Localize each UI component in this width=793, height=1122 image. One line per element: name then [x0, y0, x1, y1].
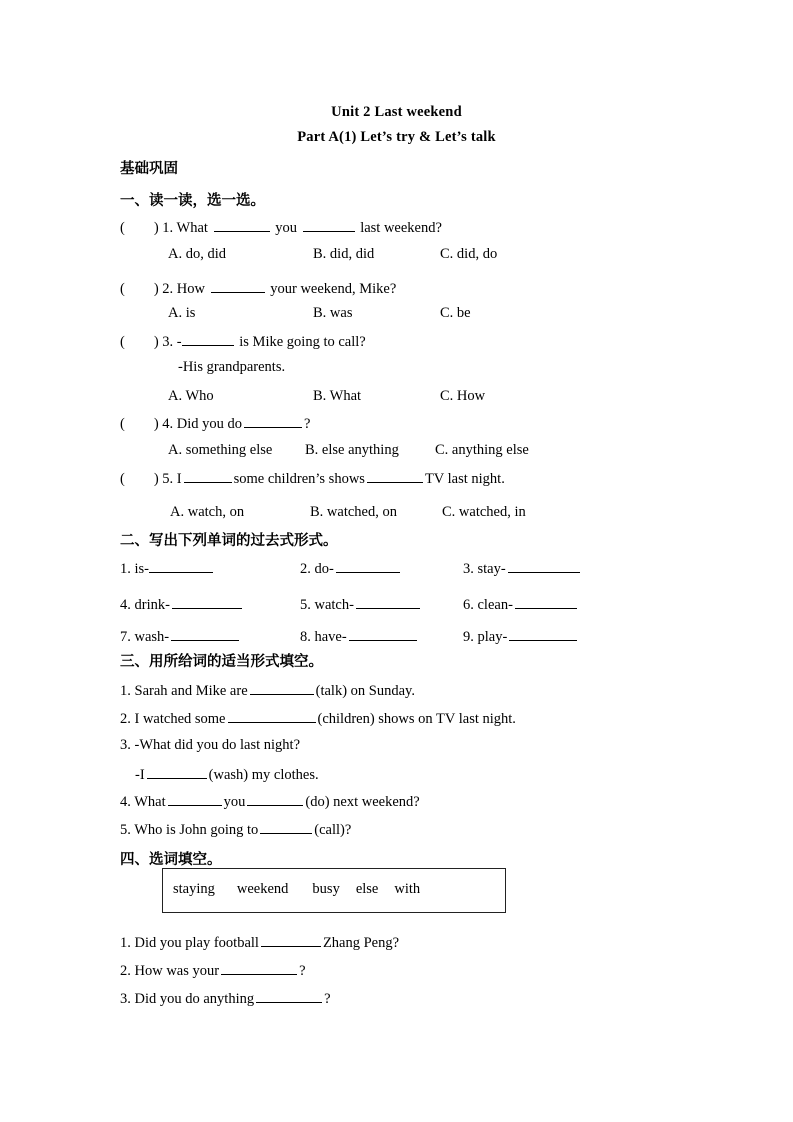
question-4-text-a: Did you do — [176, 416, 243, 432]
question-3-number: 3. — [162, 334, 174, 350]
verb-item-9 — [463, 628, 579, 646]
bank-item-2 — [120, 962, 306, 980]
blank-q1-2[interactable] — [303, 219, 355, 232]
word-bank-box — [162, 868, 506, 913]
blank-verb-9[interactable] — [509, 628, 577, 641]
question-4-number: 4. — [162, 416, 174, 432]
option-5-c[interactable]: C. watched, in — [442, 504, 526, 520]
word-bank-words — [173, 881, 420, 898]
blank-q4-1[interactable] — [244, 415, 302, 428]
blank-verb-3[interactable] — [508, 560, 580, 573]
bank-item-2-before: 2. How was your — [120, 963, 220, 979]
option-2-b[interactable]: B. was — [313, 305, 353, 321]
blank-fill-4b[interactable] — [247, 793, 303, 806]
question-2-number: 2. — [162, 281, 174, 297]
verb-label-3: 3. stay- — [463, 561, 506, 577]
bank-item-2-after: ? — [299, 963, 306, 979]
question-1-text-c: last weekend? — [360, 220, 442, 236]
fill-item-3-answer-after: (wash) my clothes. — [208, 767, 319, 783]
question-3-stem — [120, 333, 366, 351]
question-4-stem — [120, 415, 310, 433]
verb-item-7 — [120, 628, 241, 646]
word-bank-item-3[interactable]: busy — [312, 881, 340, 897]
fill-item-3-answer — [135, 766, 319, 784]
fill-item-1-before: 1. Sarah and Mike are — [120, 683, 248, 699]
verb-item-2 — [300, 560, 402, 578]
question-3-answer-line: -His grandparents. — [178, 359, 286, 375]
bank-item-1-before: 1. Did you play football — [120, 935, 259, 951]
question-5-number: 5. — [162, 471, 174, 487]
question-5-text-b: some children’s shows — [233, 471, 365, 487]
page-subtitle: Part A(1) Let’s try & Let’s talk — [297, 129, 496, 145]
option-2-a[interactable]: A. is — [168, 305, 196, 321]
option-5-a[interactable]: A. watch, on — [170, 504, 245, 520]
bank-item-1-after: Zhang Peng? — [322, 935, 400, 951]
blank-fill-5[interactable] — [260, 821, 312, 834]
blank-q2-1[interactable] — [211, 280, 265, 293]
word-bank-item-4[interactable]: else — [355, 881, 379, 897]
blank-verb-8[interactable] — [349, 628, 417, 641]
fill-item-4-before: 4. What — [120, 794, 166, 810]
verb-item-8 — [300, 628, 419, 646]
fill-item-2 — [120, 710, 516, 728]
verb-label-4: 4. drink- — [120, 597, 170, 613]
option-2-c[interactable]: C. be — [440, 305, 471, 321]
blank-verb-2[interactable] — [336, 560, 400, 573]
bank-item-3-before: 3. Did you do anything — [120, 991, 255, 1007]
option-3-a[interactable]: A. Who — [168, 388, 214, 404]
blank-verb-5[interactable] — [356, 596, 420, 609]
question-5-text-c: TV last night. — [424, 471, 505, 487]
blank-fill-4a[interactable] — [168, 793, 222, 806]
page-title: Unit 2 Last weekend — [331, 104, 462, 120]
verb-item-6 — [463, 596, 579, 614]
word-bank-item-2[interactable]: weekend — [236, 881, 289, 897]
question-2-text-a: How — [176, 281, 205, 297]
verb-item-4 — [120, 596, 244, 614]
question-2-stem — [120, 280, 396, 298]
option-5-b[interactable]: B. watched, on — [310, 504, 397, 520]
option-3-b[interactable]: B. What — [313, 388, 362, 404]
bank-item-3-after: ? — [324, 991, 331, 1007]
blank-q5-1[interactable] — [184, 470, 232, 483]
fill-item-5-before: 5. Who is John going to — [120, 822, 259, 838]
fill-item-4 — [120, 793, 420, 811]
word-bank-item-5[interactable]: with — [394, 881, 421, 897]
section-three-heading: 三、用所给词的适当形式填空。 — [120, 654, 323, 670]
question-2-text-b: your weekend, Mike? — [270, 281, 397, 297]
question-5-stem — [120, 470, 505, 488]
blank-verb-1[interactable] — [149, 560, 213, 573]
verb-label-6: 6. clean- — [463, 597, 513, 613]
question-1-text-a: What — [176, 220, 208, 236]
question-1-text-b: you — [275, 220, 297, 236]
option-1-b[interactable]: B. did, did — [313, 246, 375, 262]
word-bank-item-1[interactable]: staying — [173, 881, 215, 897]
bank-item-3 — [120, 990, 331, 1008]
blank-fill-3[interactable] — [147, 766, 207, 779]
answer-bracket-1[interactable]: ( ) — [120, 220, 159, 236]
option-4-b[interactable]: B. else anything — [305, 442, 399, 458]
option-1-c[interactable]: C. did, do — [440, 246, 498, 262]
fill-item-3-before: 3. -What did you do last night? — [120, 737, 301, 753]
question-3-text-b: is Mike going to call? — [239, 334, 366, 350]
blank-fill-1[interactable] — [250, 682, 314, 695]
verb-item-1 — [120, 560, 213, 578]
question-1-number: 1. — [162, 220, 174, 236]
verb-label-8: 8. have- — [300, 629, 347, 645]
verb-item-3 — [463, 560, 582, 578]
fill-item-5 — [120, 821, 351, 839]
fill-item-1-after: (talk) on Sunday. — [315, 683, 415, 699]
verb-label-7: 7. wash- — [120, 629, 170, 645]
verb-label-2: 2. do- — [300, 561, 334, 577]
option-4-c[interactable]: C. anything else — [435, 442, 529, 458]
answer-bracket-4[interactable]: ( ) — [120, 416, 159, 432]
bank-item-1 — [120, 934, 399, 952]
question-1-stem — [120, 219, 442, 237]
verb-item-5 — [300, 596, 422, 614]
section-one-heading: 一、读一读，选一选。 — [120, 193, 265, 209]
answer-bracket-3[interactable]: ( ) — [120, 334, 159, 350]
section-label-basics: 基础巩固 — [120, 161, 178, 177]
option-3-c[interactable]: C. How — [440, 388, 486, 404]
fill-item-4-middle: you — [223, 794, 246, 810]
blank-verb-4[interactable] — [172, 596, 242, 609]
fill-item-2-before: 2. I watched some — [120, 711, 226, 727]
answer-bracket-5[interactable]: ( ) — [120, 471, 159, 487]
question-3-text-a: - — [176, 334, 182, 350]
answer-bracket-2[interactable]: ( ) — [120, 281, 159, 297]
verb-label-1: 1. is- — [120, 561, 149, 577]
blank-verb-7[interactable] — [171, 628, 239, 641]
blank-q1-1[interactable] — [214, 219, 270, 232]
verb-label-5: 5. watch- — [300, 597, 354, 613]
option-1-a[interactable]: A. do, did — [168, 246, 226, 262]
fill-item-1 — [120, 682, 415, 700]
fill-item-2-after: (children) shows on TV last night. — [317, 711, 516, 727]
blank-bank-1[interactable] — [261, 934, 321, 947]
section-two-heading: 二、写出下列单词的过去式形式。 — [120, 533, 338, 549]
blank-q3-1[interactable] — [182, 333, 234, 346]
fill-item-5-after: (call)? — [314, 822, 352, 838]
option-4-a[interactable]: A. something else — [168, 442, 273, 458]
blank-bank-3[interactable] — [256, 990, 322, 1003]
question-5-text-a: I — [176, 471, 182, 487]
blank-fill-2[interactable] — [228, 710, 316, 723]
fill-item-4-after: (do) next weekend? — [305, 794, 420, 810]
question-4-text-b: ? — [304, 416, 311, 432]
blank-q5-2[interactable] — [367, 470, 423, 483]
verb-label-9: 9. play- — [463, 629, 508, 645]
section-four-heading: 四、选词填空。 — [120, 852, 222, 868]
fill-item-3-answer-before: -I — [135, 767, 145, 783]
fill-item-3 — [120, 738, 300, 754]
blank-verb-6[interactable] — [515, 596, 577, 609]
blank-bank-2[interactable] — [221, 962, 297, 975]
